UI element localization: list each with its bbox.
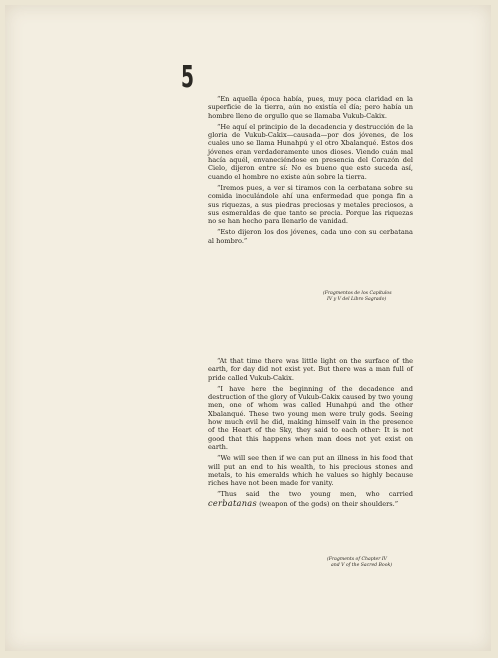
spanish-citation: [323, 291, 433, 303]
spanish-text: [208, 95, 413, 248]
spanish-paragraph: “Esto dijeron los dos jóvenes, cada uno con su cerbatana al hombro.”: [208, 228, 413, 245]
spanish-citation-line: (Fragmentos de los Capítulos: [323, 291, 392, 296]
spanish-citation-line: IV y V del Libro Sagrado): [327, 297, 387, 303]
spanish-paragraph: “He aquí el principio de la decadencia y destrucción de la gloria de Vukub-Cakix—causada—por dos jóvenes, de los cuales uno se llama Hunahpú y el otro Xbalanqué. Estos dos jóvenes eran verdaderamente unos dioses. Viendo cuán mal hacía aquél, envaneciéndose en presencia del Corazón del Cielo, dijeron entre sí: No es bueno que esto suceda así, cuando el hombre no existe aún sobre la tierra.: [208, 122, 413, 181]
english-citation-line: and V of the Sacred Book): [331, 563, 393, 569]
english-text: [208, 357, 413, 511]
page-number: 5: [181, 60, 194, 95]
page-sheet: [5, 5, 491, 651]
english-paragraph: “I have here the beginning of the decadence and destruction of the glory of Vukub-Cakix caused by two young men, one of whom was called Hunahpú and the other Xbalanqué. These two young men were truly gods. Seeing how much evil he did, making himself vain in the presence of the Heart of the Sky, they said to each other: It is not good that this happens when man does not yet exist on earth.: [208, 384, 413, 451]
english-last-after: (weapon of the gods) on their shoulders.”: [259, 499, 399, 508]
english-last-before: “Thus said the two young men, who carried: [217, 490, 413, 499]
spanish-paragraph: “Iremos pues, a ver si tiramos con la cerbatana sobre su comida inoculándole ahí una enfermedad que ponga fin a sus riquezas, a sus piedras preciosas y metales preciosos, a sus esmeraldas de que tanto se precia. Porque las riquezas no se han hecho para llenarlo de vanidad.: [208, 183, 413, 226]
spanish-paragraph: “En aquella época había, pues, muy poca claridad en la superficie de la tierra, aún no existía el día; pero había un hombre lleno de orgullo que se llamaba Vukub-Cakix.: [208, 95, 413, 120]
cerbatanas-word: cerbatanas: [208, 497, 257, 508]
english-paragraph-last: [208, 490, 413, 508]
english-paragraph: “We will see then if we can put an illness in his food that will put an end to his wealth, to his precious stones and metals, to his emeralds which he values so highly because riches have not been made for vanity.: [208, 454, 413, 488]
english-citation: [327, 557, 437, 569]
english-citation-line: (Fragments of Chapter IV: [327, 557, 387, 562]
english-paragraph: “At that time there was little light on the surface of the earth, for day did not exist yet. But there was a man full of pride called Vukub-Cakix.: [208, 357, 413, 382]
